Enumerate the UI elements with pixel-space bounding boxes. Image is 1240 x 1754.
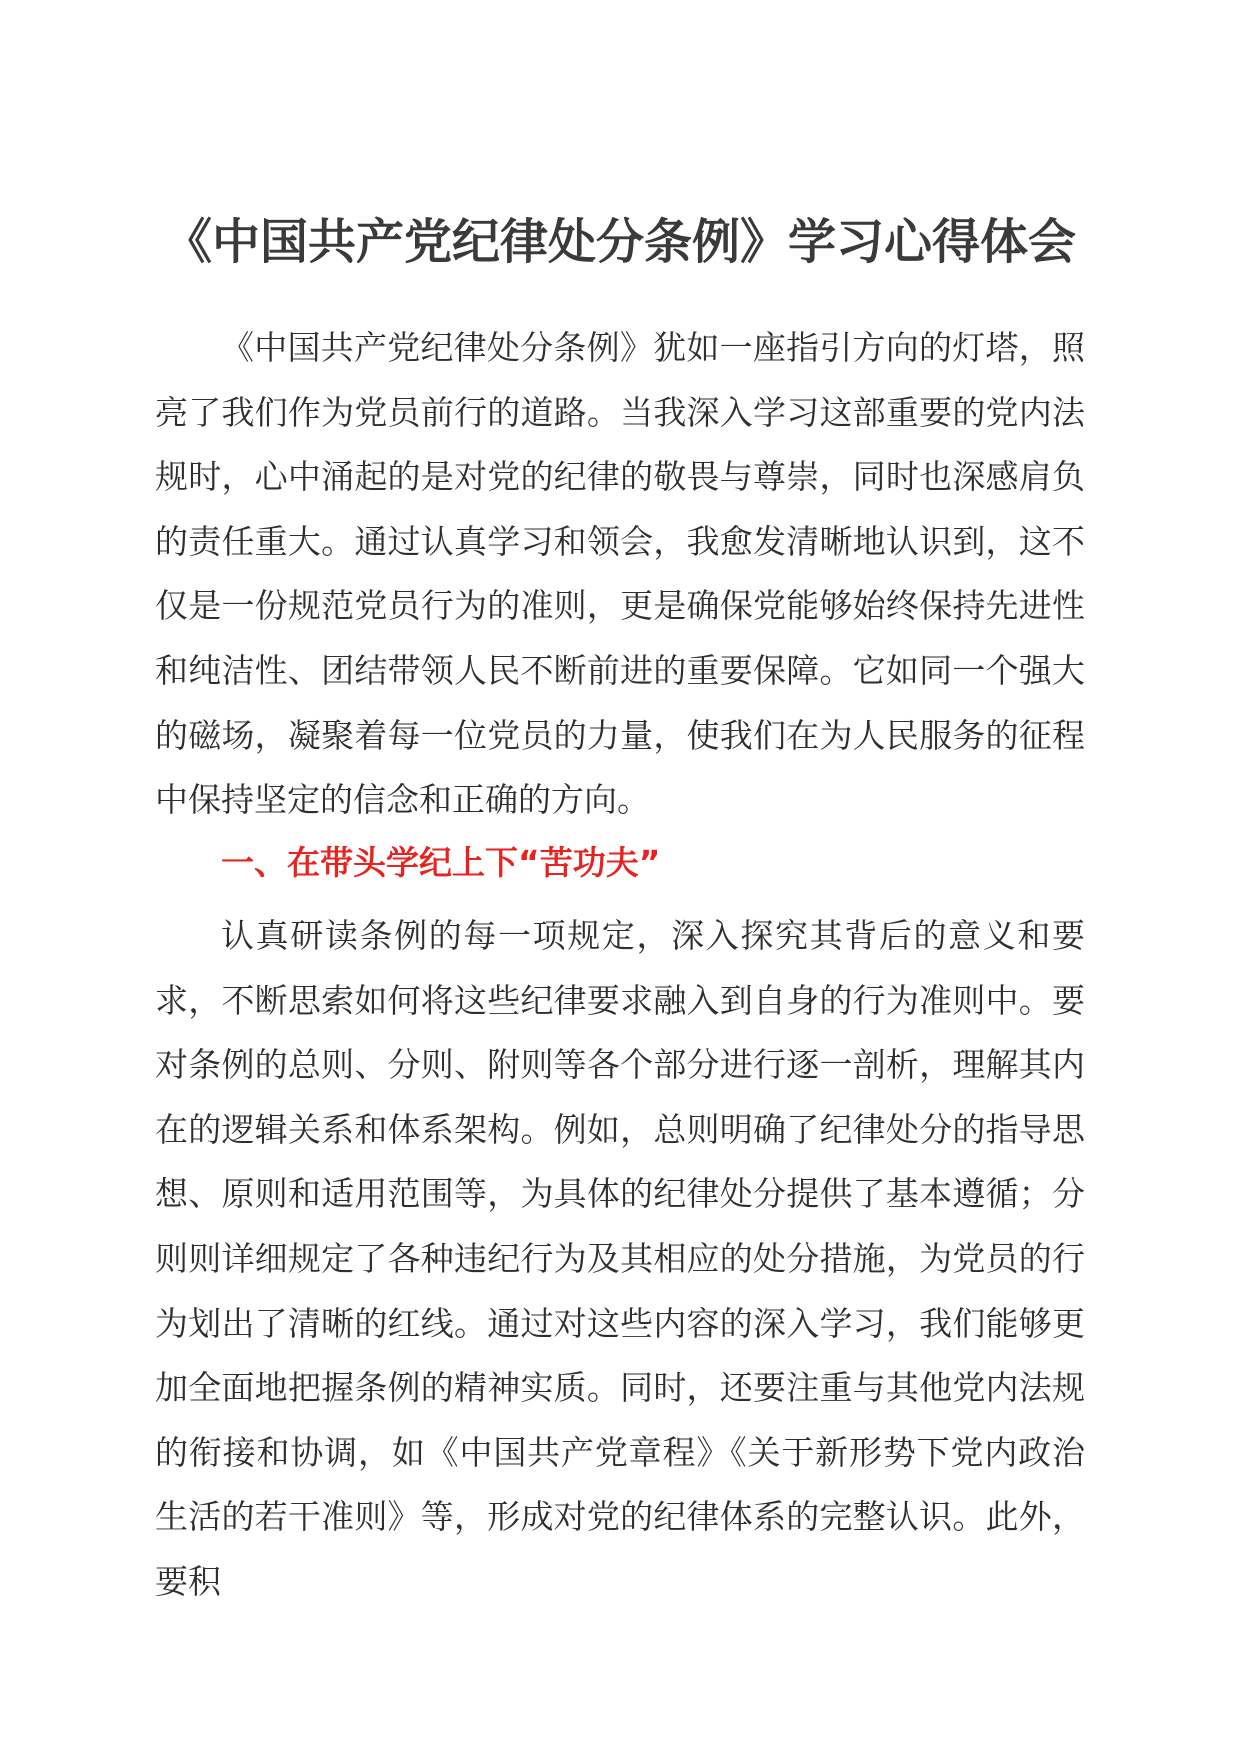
document-title: 《中国共产党纪律处分条例》学习心得体会 — [163, 214, 1076, 270]
section-heading: 一、在带头学纪上下“苦功夫” — [221, 843, 661, 882]
intro-paragraph: 《中国共产党纪律处分条例》犹如一座指引方向的灯塔，照亮了我们作为党员前行的道路。当我深入学习这部重要的党内法规时，心中涌起的是对党的纪律的敬畏与尊崇，同时也深感肩负的责任重大。通过认真学习和领会，我愈发清晰地认识到，这不仅是一份规范党员行为的准则，更是确保党能够始终保持先进性和纯洁性、团结带领人民不断前进的重要保障。它如同一个强大的磁场，凝聚着每一位党员的力量，使我们在为人民服务的征程中保持坚定的信念和正确的方向。 — [155, 328, 1085, 820]
section-paragraph: 认真研读条例的每一项规定，深入探究其背后的意义和要求，不断思索如何将这些纪律要求融入到自身的行为准则中。要对条例的总则、分则、附则等各个部分进行逐一剖析，理解其内在的逻辑关系和体系架构。例如，总则明确了纪律处分的指导思想、原则和适用范围等，为具体的纪律处分提供了基本遵循；分则则详细规定了各种违纪行为及其相应的处分措施，为党员的行为划出了清晰的红线。通过对这些内容的深入学习，我们能够更加全面地把握条例的精神实质。同时，还要注重与其他党内法规的衔接和协调，如《中国共产党章程》《关于新形势下党内政治生活的若干准则》等，形成对党的纪律体系的完整认识。此外，要积 — [155, 916, 1085, 1601]
